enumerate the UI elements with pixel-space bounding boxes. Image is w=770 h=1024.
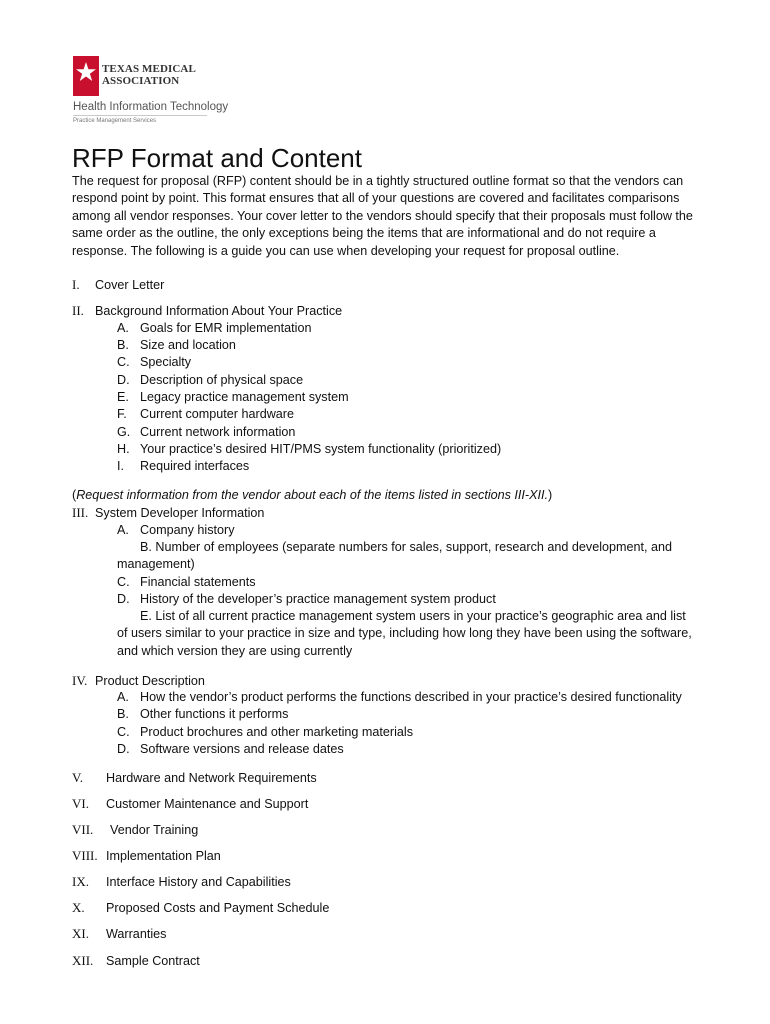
intro-paragraph: The request for proposal (RFP) content should be in a tightly structured outline format so that the vendors can respond point by point. This format ensures that all of your questions are covered and facilitates comparisons among all vendor responses. Your cover letter to the vendors should specify that their proposals must follow the same order as the outline, the only exceptions being the items that are informational and do not require a response. The following is a guide you can use when developing your request for proposal outline. (72, 174, 693, 258)
outline-subitem: G. Current network information (117, 425, 296, 439)
logo-divider (73, 115, 207, 116)
outline-subitem: D. History of the developer’s practice management system product (117, 592, 496, 606)
outline-section (72, 899, 329, 917)
section-label: Proposed Costs and Payment Schedule (106, 901, 330, 915)
outline-subitem: C. Specialty (117, 355, 192, 369)
section-number: VI. (72, 796, 89, 811)
section-number: II. (72, 303, 84, 318)
outline-subitem: A. Goals for EMR implementation (117, 321, 312, 335)
section-label: Customer Maintenance and Support (106, 797, 309, 811)
section-number: I. (72, 277, 80, 292)
section-label: Hardware and Network Requirements (106, 771, 317, 785)
outline-subitem: D. Software versions and release dates (117, 742, 344, 756)
section-number: V. (72, 770, 83, 785)
outline-section (72, 302, 342, 320)
outline-section (72, 276, 164, 294)
outline-section (72, 795, 308, 813)
outline-section (72, 821, 198, 839)
section-label: Sample Contract (106, 954, 200, 968)
sections-note: (Request information from the vendor about each of the items listed in sections III-XII.) (72, 488, 553, 502)
outline-section (72, 769, 317, 787)
outline-subitem: H. Your practice’s desired HIT/PMS system functionality (prioritized) (117, 442, 502, 456)
outline-subitem: F. Current computer hardware (117, 407, 294, 421)
section-label: System Developer Information (95, 506, 265, 520)
section-label: Implementation Plan (106, 849, 221, 863)
logo-subdivision: Practice Management Services (73, 118, 157, 124)
section-label: Background Information About Your Practice (95, 304, 343, 318)
outline-subitem: A. Company history (117, 523, 235, 537)
logo-organization-name: TEXAS MEDICAL ASSOCIATION (102, 63, 196, 87)
texas-star-logo-icon (73, 56, 99, 96)
outline-subitem: B. Other functions it performs (117, 707, 289, 721)
section-label: Product Description (95, 674, 205, 688)
section-label: Warranties (106, 927, 167, 941)
outline-section (72, 504, 264, 522)
outline-subitem: I. Required interfaces (117, 459, 250, 473)
outline-subitem: C. Product brochures and other marketing materials (117, 725, 413, 739)
outline-subitem: E. Legacy practice management system (117, 390, 349, 404)
section-number: X. (72, 900, 85, 915)
outline-subitem: E. List of all current practice management system users in your practice’s geographic area and list of users similar to your practice in size and type, including how long they have been using the software, and which version they are using currently (117, 609, 692, 658)
outline-subitem: B. Size and location (117, 338, 236, 352)
page-title: RFP Format and Content (72, 143, 362, 173)
logo-division: Health Information Technology (73, 101, 229, 113)
section-number: XI. (72, 926, 89, 941)
section-number: XII. (72, 953, 94, 968)
outline-subitem: A. How the vendor’s product performs the functions described in your practice’s desired functionality (117, 690, 682, 704)
outline-section (72, 952, 200, 970)
outline-section (72, 873, 291, 891)
outline-subitem: D. Description of physical space (117, 373, 304, 387)
section-number: VIII. (72, 848, 98, 863)
outline-subitem: C. Financial statements (117, 575, 256, 589)
section-number: IX. (72, 874, 89, 889)
section-number: III. (72, 505, 89, 520)
section-number: VII. (72, 822, 94, 837)
outline-subitem: B. Number of employees (separate numbers for sales, support, research and development, and management) (117, 540, 673, 572)
section-label: Vendor Training (110, 823, 199, 837)
outline-section (72, 925, 166, 943)
section-number: IV. (72, 673, 88, 688)
outline-section (72, 847, 221, 865)
outline-section (72, 672, 205, 690)
section-label: Cover Letter (95, 278, 165, 292)
section-label: Interface History and Capabilities (106, 875, 291, 889)
tma-logo (73, 52, 229, 132)
